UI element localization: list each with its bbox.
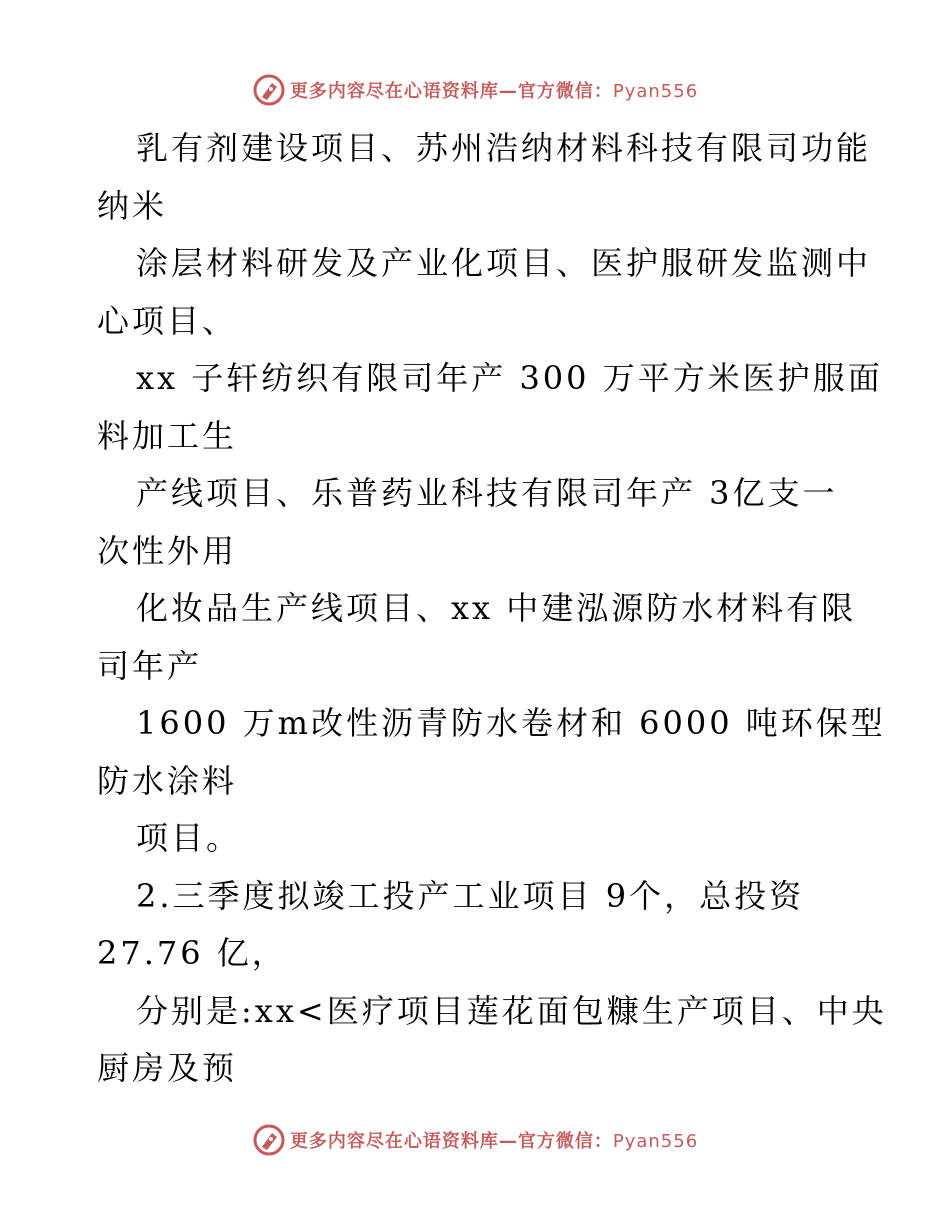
watermark-handle: Pyan556 (612, 81, 699, 102)
watermark-text: 更多内容尽在心语资料库—官方微信： (289, 81, 613, 102)
text-line: 纳米 (97, 187, 168, 225)
footer-watermark (0, 1120, 950, 1160)
text-line: 化妆品生产线项目、xx 中建泓源防水材料有限 (136, 589, 857, 627)
text-line: 司年产 (97, 647, 203, 685)
text-line: 心项目、 (97, 302, 238, 340)
text-line: 1600 万m改性沥青防水卷材和 6000 吨环保型 (136, 704, 886, 742)
text-line: 2.三季度拟竣工投产工业项目 9个，总投资 (136, 877, 805, 915)
text-line: 防水涂料 (97, 762, 238, 800)
text-line: 涂层材料研发及产业化项目、医护服研发监测中 (136, 244, 872, 282)
text-line: 料加工生 (97, 417, 238, 455)
text-line: 乳有剂建设项目、苏州浩纳材料科技有限司功能 (136, 129, 872, 167)
text-line: xx 子轩纺织有限司年产 300 万平方米医护服面 (136, 359, 883, 397)
text-line: 次性外用 (97, 532, 238, 570)
watermark-text: 更多内容尽在心语资料库—官方微信： (289, 1131, 613, 1152)
text-line: 厨房及预 (97, 1049, 238, 1087)
text-line: 产线项目、乐普药业科技有限司年产 3亿支一 (136, 474, 838, 512)
pen-nib-logo-icon (252, 1123, 286, 1157)
text-line: 项目。 (136, 819, 242, 857)
pen-nib-logo-icon (252, 73, 286, 107)
watermark-handle: Pyan556 (612, 1131, 699, 1152)
header-watermark (0, 70, 950, 110)
text-line: 分别是:xx<医疗项目莲花面包糠生产项目、中央 (136, 992, 887, 1030)
text-line: 27.76 亿， (97, 934, 287, 972)
